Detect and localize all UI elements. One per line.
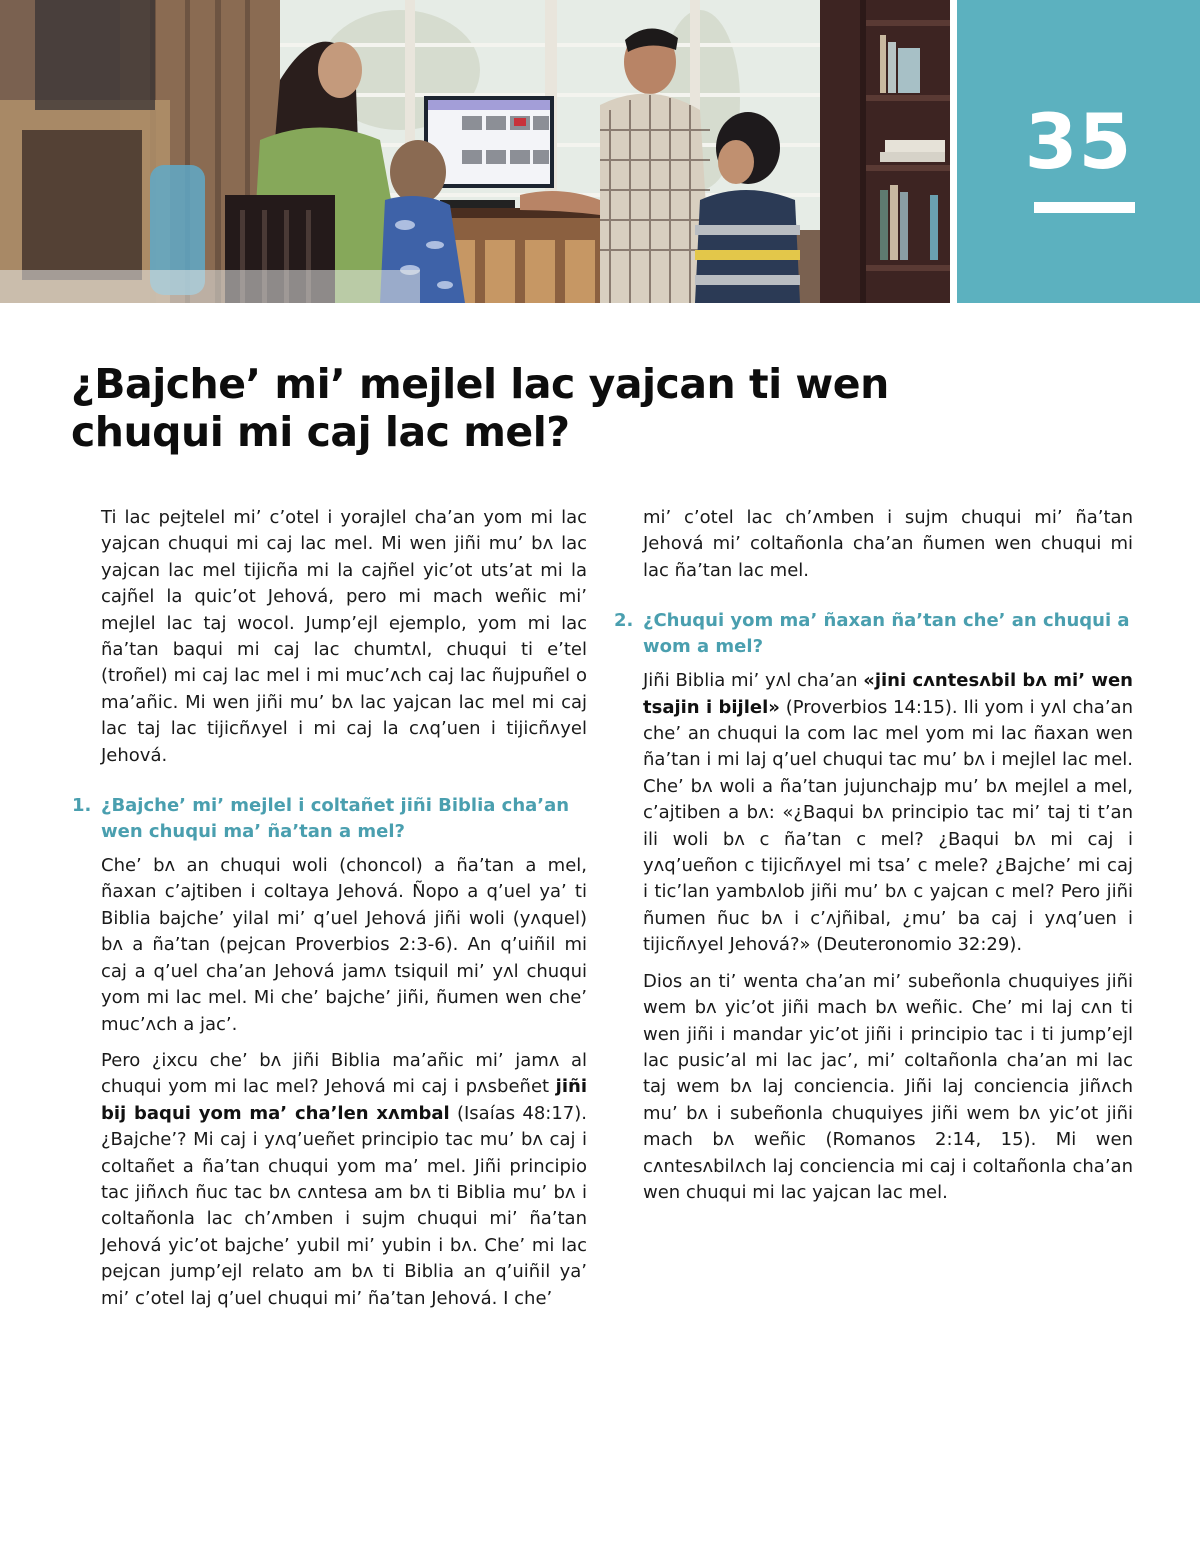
right-column	[614, 505, 1133, 1216]
section-2-question-text: ¿Chuqui yom ma’ ñaxan ña’tan che’ an chuqui a wom a mel?	[643, 610, 1130, 658]
lesson-number-underline	[1034, 202, 1135, 213]
section-2-number: 2.	[614, 610, 634, 632]
intro-paragraph: Ti lac pejtelel mi’ c’otel i yorajlel cha’an yom mi lac yajcan chuqui mi caj lac mel. Mi wen jiñi mu’ bʌ lac yajcan lac mel tijicña mi la cajñel yic’ot uts’at mi la cajñel la quic’ot Jehová, pero mi mach weñic mi’ mejlel lac taj wocol. Jump’ejl ejemplo, yom mi lac ña’tan baqui mi caj lac chumtʌl, chuqui ti e’tel (troñel) mi caj lac mel i mi muc’ʌch caj lac ñujpuñel o ma’añic. Mi wen jiñi mu’ bʌ lac yajcan lac mel mi caj lac taj lac tijicñʌyel i mi caj la cʌq’uen i tijicñʌyel Jehová.	[101, 507, 587, 766]
page-title: ¿Bajche’ mi’ mejlel lac yajcan ti wen chuqui mi caj lac mel?	[71, 360, 889, 456]
section-2-paragraph-1	[643, 668, 1133, 958]
section-1-question	[72, 793, 587, 845]
bold-scripture-quote: jiñi bij baqui yom ma’ cha’len xʌmbal	[101, 1076, 587, 1124]
section-1-paragraph-2-continued: mi’ c’otel lac ch’ʌmben i sujm chuqui mi’ ña’tan Jehová mi’ coltañonla cha’an ñumen wen chuqui mi lac ña’tan lac mel.	[643, 507, 1133, 581]
paragraph-text: Pero ¿ixcu che’ bʌ jiñi Biblia ma’añic mi’ jamʌ al chuqui yom mi lac mel? Jehová mi caj i pʌsbeñet	[101, 1049, 587, 1098]
family-at-computer-photo-icon	[0, 0, 950, 303]
left-column	[72, 505, 588, 1322]
lesson-number-box	[957, 0, 1200, 303]
section-2-paragraph-2: Dios an ti’ wenta cha’an mi’ subeñonla chuquiyes jiñi wem bʌ yic’ot jiñi mach bʌ weñic. Che’ mi laj cʌn ti wen jiñi i mandar yic’ot jiñi i principio tac i ti jump’ejl lac pusic’al mi lac jac’, mi’ coltañonla cha’an mi lac taj wem bʌ laj conciencia. Jiñi laj conciencia jiñʌch mu’ bʌ i subeñonla chuquiyes jiñi wem bʌ yic’ot jiñi mach bʌ weñic (Romanos 2:14, 15). Mi wen cʌntesʌbilʌch laj conciencia mi caj i coltañonla cha’an wen chuqui mi lac yajcan lac mel.	[643, 970, 1133, 1203]
paragraph-text: Jiñi Biblia mi’ yʌl cha’an	[643, 670, 864, 692]
section-1-paragraph-2	[101, 1048, 587, 1312]
hero-photo	[0, 0, 950, 303]
section-1-number: 1.	[72, 795, 92, 817]
section-2-question	[614, 608, 1133, 660]
lesson-number: 35	[1024, 97, 1133, 186]
bold-scripture-quote: «jini cʌntesʌbil bʌ mi’ wen tsajin i bijlel»	[643, 670, 1133, 718]
section-1-paragraph-1: Che’ bʌ an chuqui woli (choncol) a ña’tan a mel, ñaxan c’ajtiben i coltaya Jehová. Ñopo a q’uel ya’ ti Biblia bajche’ yilal mi’ q’uel Jehová jiñi woli (yʌquel) bʌ a ña’tan (pejcan Proverbios 2:3-6). An q’uiñil mi caj a q’uel cha’an Jehová jamʌ tsiquil mi’ yʌl chuqui yom mi lac mel. Mi che’ bajche’ jiñi, ñumen wen che’ muc’ʌch a jac’.	[101, 855, 587, 1035]
section-1-question-text: ¿Bajche’ mi’ mejlel i coltañet jiñi Biblia cha’an wen chuqui ma’ ña’tan a mel?	[101, 795, 570, 843]
paragraph-text-continued: (Isaías 48:17). ¿Bajche’? Mi caj i yʌq’ueñet principio tac mu’ bʌ caj i coltañet a ña’tan chuqui yom ma’ mel. Jiñi principio tac jiñʌch ñuc tac bʌ cʌntesa am bʌ ti Biblia mu’ bʌ i coltañonla lac ch’ʌmben i sujm chuqui mi’ ña’tan Jehová yic’ot bajche’ yubil mi’ yubin i bʌ. Che’ mi lac pejcan jump’ejl relato am bʌ ti Biblia an q’uiñil ya’ mi’ c’otel laj q’uel chuqui mi’ ña’tan Jehová. I che’	[101, 1102, 588, 1309]
paragraph-text-continued: (Proverbios 14:15). Ili yom i yʌl cha’an che’ an chuqui la com lac mel yom mi lac ñaxan wen ña’tan i mi laj q’uel chuqui tac mu’ bʌ i mejlel lac mel. Che’ bʌ woli a ña’tan jujunchajp mu’ bʌ mejlel a mel, c’ajtiben a bʌ: «¿Baqui bʌ principio tac mi’ taj ti t’an ili woli bʌ c ña’tan c mel? ¿Baqui bʌ mi caj i yʌq’ueñon c tijicñʌyel mi tsa’ c mele? ¿Bajche’ mi caj i tic’lan yambʌlob jiñi mu’ bʌ c yajcan c mel? Pero jiñi ñumen ñuc bʌ i c’ʌjñibal, ¿mu’ ba caj i yʌq’uen i tijicñʌyel Jehová?» (Deuteronomio 32:29).	[643, 696, 1133, 956]
